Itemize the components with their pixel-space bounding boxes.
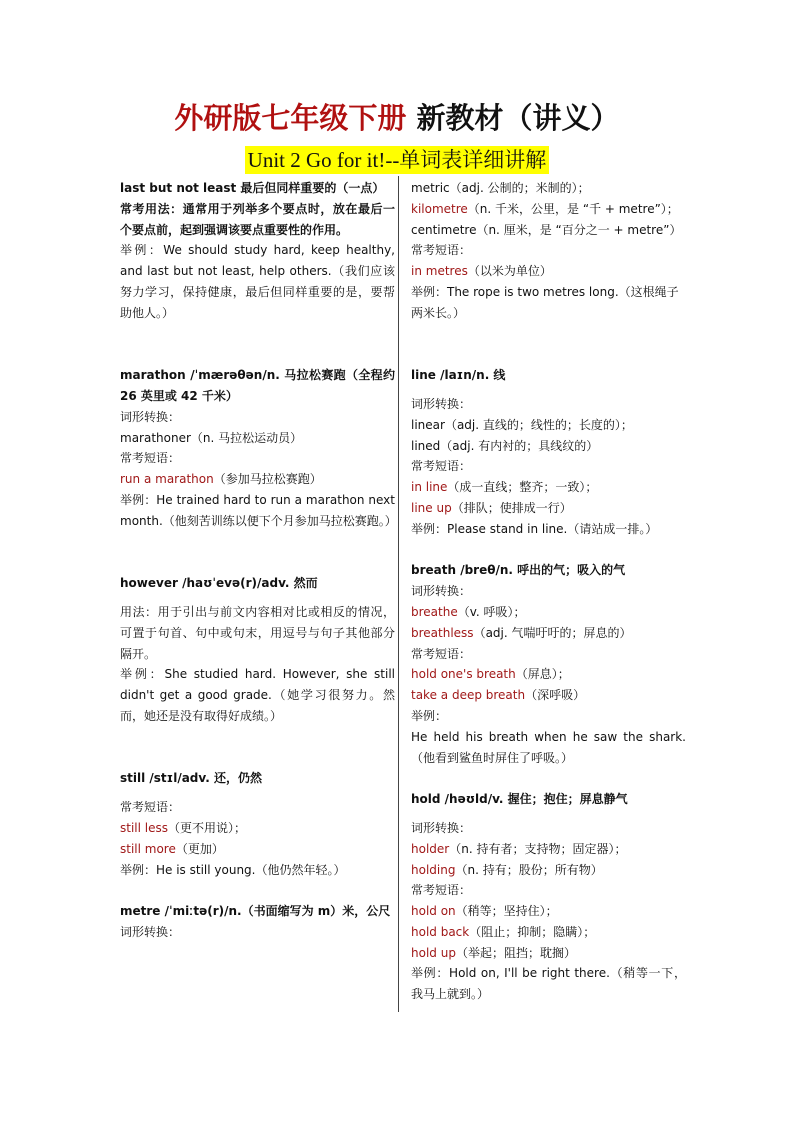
- entry-head: marathon /ˈmærəθən/n. 马拉松赛跑（全程约 26 英里或 42 千米）: [120, 368, 395, 403]
- entry-example: 举例：Please stand in line.（请站成一排。）: [411, 521, 658, 536]
- phrase-label: 常考短语：: [411, 883, 472, 898]
- entry-usage: 用法：用于引出与前文内容相对比或相反的情况，可置于句首、句中或句末，用逗号与句子其他部分隔开。: [120, 604, 395, 661]
- conv-en: kilometre: [411, 201, 468, 216]
- phrase-cn: （阻止；抑制；隐瞒）；: [469, 924, 596, 939]
- conv-en: breathe: [411, 604, 458, 619]
- entry-example: 举例：The rope is two metres long.（这根绳子两米长。）: [411, 284, 679, 320]
- phrase-en: line up: [411, 500, 452, 515]
- entry-example: 举例：Hold on, I'll be right there.（稍等一下，我马上就到。）: [411, 966, 686, 1002]
- conv-en: breathless: [411, 625, 474, 640]
- phrase-en: hold on: [411, 904, 456, 919]
- phrase-cn: （稍等；坚持住）；: [455, 904, 558, 919]
- conv-label: 词形转换：: [411, 820, 472, 835]
- phrase-en: hold up: [411, 945, 456, 960]
- entry-example: 举例：He is still young.（他仍然年轻。）: [120, 862, 346, 877]
- entry-usage: 常考用法：通常用于列举多个要点时，放在最后一个要点前，起到强调该要点重要性的作用。: [120, 201, 395, 237]
- entry-breath: [411, 560, 686, 768]
- conv-item: metric（adj. 公制的；米制的）；: [411, 181, 590, 195]
- conv-cn: （n. 持有者；支持物；固定器）；: [449, 841, 627, 856]
- phrase-en: hold one's breath: [411, 667, 516, 682]
- phrase-en: take a deep breath: [411, 688, 526, 703]
- conv-cn: （adj. 气喘吁吁的；屏息的）: [473, 625, 632, 640]
- conv-en: holding: [411, 862, 456, 877]
- entry-hold: [411, 789, 686, 1005]
- phrase-label: 常考短语：: [411, 243, 472, 258]
- phrase-en: in metres: [411, 264, 468, 279]
- entry-however: [120, 573, 395, 727]
- phrase-en: still less: [120, 820, 168, 835]
- conv-label: 词形转换：: [120, 924, 181, 939]
- phrase-cn: （成一直线；整齐；一致）；: [447, 480, 598, 495]
- conv-label: 词形转换：: [411, 584, 472, 599]
- phrase-en: hold back: [411, 924, 470, 939]
- entry-example: 举例：He trained hard to run a marathon next month.（他刻苦训练以便下个月参加马拉松赛跑。）: [120, 492, 397, 528]
- example-label: 举例：: [411, 708, 448, 723]
- phrase-cn: （举起；阻挡；耽搁）: [455, 945, 576, 960]
- phrase-en: still more: [120, 841, 176, 856]
- title-black: 新教材（讲义）: [416, 101, 620, 135]
- right-column: [411, 178, 686, 1005]
- entry-example: 举例：She studied hard. However, she still didn't get a good grade.（她学习很努力。然而，她还是没有取得好成绩。）: [120, 667, 395, 723]
- entry-head: last but not least 最后但同样重要的（一点）: [120, 181, 385, 195]
- entry-head: still /stɪl/adv. 还，仍然: [120, 771, 262, 786]
- conv-en: holder: [411, 841, 450, 856]
- entry-head: hold /həʊld/v. 握住；抱住；屏息静气: [411, 792, 628, 807]
- conv-cn: （v. 呼吸）；: [457, 604, 526, 619]
- entry-still: [120, 768, 395, 880]
- left-column: [120, 178, 395, 943]
- entry-example: He held his breath when he saw the shark.（他看到鲨鱼时屏住了呼吸。）: [411, 729, 686, 765]
- entry-metre: [120, 901, 395, 943]
- phrase-en: run a marathon: [120, 472, 214, 487]
- entry-head: metre /ˈmiːtə(r)/n.（书面缩写为 m）米，公尺: [120, 904, 391, 919]
- phrase-label: 常考短语：: [411, 459, 472, 474]
- conv-label: 词形转换：: [411, 396, 472, 411]
- conv-label: 词形转换：: [120, 409, 181, 424]
- phrase-label: 常考短语：: [120, 451, 181, 466]
- phrase-en: in line: [411, 480, 448, 495]
- conv-cn: （n. 持有；股份；所有物）: [455, 862, 603, 877]
- conv-cn: （n. 千米，公里，是 “千 + metre”）；: [467, 201, 679, 216]
- entry-head: line /laɪn/n. 线: [411, 368, 506, 383]
- entry-head: however /haʊˈevə(r)/adv. 然而: [120, 576, 318, 591]
- phrase-cn: （更不用说）；: [168, 820, 247, 835]
- entry-example: 举例：We should study hard, keep healthy, and last but not least, help others.（我们应该努力学习，保持健康，最后但同样重要的是，要帮助他人。）: [120, 243, 395, 320]
- column-divider: [398, 176, 399, 1012]
- conv-item: lined（adj. 有内衬的；具线纹的）: [411, 438, 599, 453]
- phrase-cn: （以米为单位）: [467, 264, 552, 279]
- phrase-cn: （更加）: [175, 841, 224, 856]
- entry-marathon: [120, 365, 395, 531]
- entry-last-but-not-least: [120, 178, 395, 324]
- conv-item: marathoner（n. 马拉松运动员）: [120, 430, 303, 445]
- subtitle: Unit 2 Go for it!--单词表详细讲解: [245, 146, 550, 174]
- conv-item: centimetre（n. 厘米，是 “百分之一 + metre”）: [411, 222, 682, 237]
- conv-item: linear（adj. 直线的；线性的；长度的）；: [411, 417, 633, 432]
- phrase-label: 常考短语：: [120, 800, 181, 815]
- phrase-label: 常考短语：: [411, 646, 472, 661]
- entry-head: breath /breθ/n. 呼出的气；吸入的气: [411, 563, 626, 578]
- title-red: 外研版七年级下册: [174, 101, 407, 135]
- phrase-cn: （深呼吸）: [525, 688, 586, 703]
- entry-line: [411, 365, 686, 539]
- entry-metre-continued: [411, 178, 686, 324]
- page-title: [0, 98, 794, 138]
- phrase-cn: （排队；使排成一行）: [451, 500, 572, 515]
- subtitle-wrap: [0, 146, 794, 174]
- phrase-cn: （屏息）；: [515, 667, 570, 682]
- phrase-cn: （参加马拉松赛跑）: [213, 472, 322, 487]
